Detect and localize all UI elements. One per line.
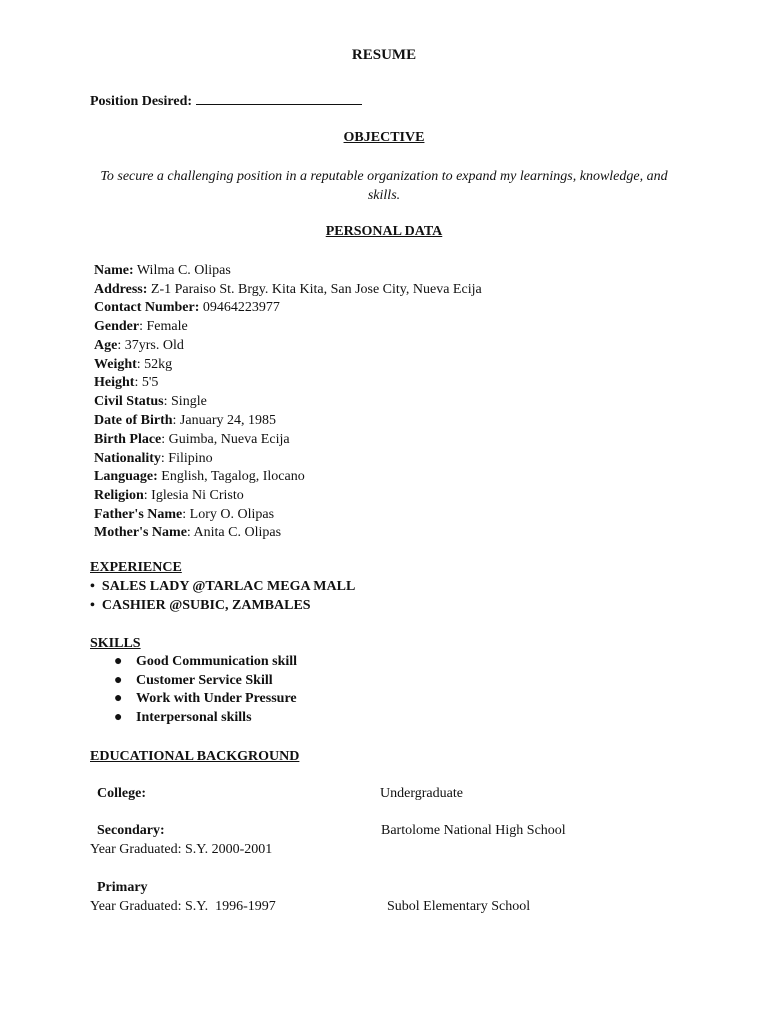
skill-item <box>114 673 273 689</box>
personal-data-row <box>94 486 244 505</box>
skills-heading: SKILLS <box>90 636 141 651</box>
pd-value: : January 24, 1985 <box>172 413 276 428</box>
personal-data-row <box>94 505 274 524</box>
skill-item <box>114 710 252 726</box>
skill-item <box>114 691 297 707</box>
personal-data-row <box>94 430 290 449</box>
pd-value: : 5'5 <box>134 375 159 390</box>
personal-data-row <box>94 373 158 392</box>
bullet-icon: ● <box>114 710 123 725</box>
pd-label: Contact Number: <box>94 300 200 315</box>
bullet-icon: • <box>90 598 95 613</box>
pd-value: : Female <box>139 319 188 334</box>
primary-school: Subol Elementary School <box>387 899 531 914</box>
pd-label: Language: <box>94 469 158 484</box>
pd-label: Father's Name <box>94 507 183 522</box>
pd-label: Birth Place <box>94 432 162 447</box>
personal-data-row <box>94 392 207 411</box>
pd-value: : Iglesia Ni Cristo <box>143 488 244 503</box>
bullet-icon: ● <box>114 673 123 688</box>
pd-value: English, Tagalog, Ilocano <box>157 469 305 484</box>
personal-data-row <box>94 336 184 355</box>
skill-item-text: Customer Service Skill <box>136 673 273 688</box>
position-desired-blank <box>196 92 362 105</box>
experience-item <box>90 579 355 595</box>
personal-data-row <box>94 449 213 468</box>
college-school: Undergraduate <box>380 786 463 801</box>
experience-item <box>90 598 311 614</box>
pd-label: Name: <box>94 263 134 278</box>
resume-title: RESUME <box>351 47 417 63</box>
personal-data-row <box>94 298 280 317</box>
pd-label: Weight <box>94 357 137 372</box>
pd-label: Date of Birth <box>94 413 173 428</box>
primary-label: Primary <box>97 880 148 895</box>
education-heading: EDUCATIONAL BACKGROUND <box>90 749 300 764</box>
skill-item <box>114 654 297 670</box>
position-desired <box>90 92 362 110</box>
experience-heading: EXPERIENCE <box>90 560 182 575</box>
pd-value: Z-1 Paraiso St. Brgy. Kita Kita, San Jose City, Nueva Ecija <box>147 282 482 297</box>
pd-label: Gender <box>94 319 140 334</box>
pd-value: : 52kg <box>136 357 173 372</box>
personal-data-row <box>94 261 231 280</box>
personal-data-row <box>94 411 276 430</box>
objective-heading: OBJECTIVE <box>343 130 425 145</box>
objective-line-1: To secure a challenging position in a reputable organization to expand my learnings, knowledge, and <box>100 169 668 184</box>
pd-label: Mother's Name <box>94 525 187 540</box>
personal-data-row <box>94 317 188 336</box>
pd-value: 09464223977 <box>199 300 280 315</box>
secondary-year: Year Graduated: S.Y. 2000-2001 <box>90 842 273 857</box>
objective-line-2: skills. <box>367 188 401 203</box>
pd-label: Religion <box>94 488 144 503</box>
primary-year: Year Graduated: S.Y. 1996-1997 <box>90 899 276 914</box>
secondary-label: Secondary: <box>97 823 165 838</box>
personal-data-row <box>94 355 172 374</box>
secondary-school: Bartolome National High School <box>381 823 566 838</box>
pd-value: : Lory O. Olipas <box>182 507 275 522</box>
experience-item-text: CASHIER @SUBIC, ZAMBALES <box>101 598 311 613</box>
pd-label: Address: <box>94 282 148 297</box>
bullet-icon: ● <box>114 654 123 669</box>
personal-data-heading: PERSONAL DATA <box>325 224 443 239</box>
skill-item-text: Interpersonal skills <box>136 710 252 725</box>
college-label: College: <box>97 786 146 801</box>
skill-item-text: Good Communication skill <box>136 654 298 669</box>
pd-value: : Anita C. Olipas <box>186 525 282 540</box>
pd-value: : Single <box>163 394 207 409</box>
position-desired-label: Position Desired: <box>90 94 193 109</box>
personal-data-row <box>94 280 482 299</box>
pd-label: Age <box>94 338 118 353</box>
experience-item-text: SALES LADY @TARLAC MEGA MALL <box>101 579 356 594</box>
personal-data-row <box>94 523 281 542</box>
pd-value: : Guimba, Nueva Ecija <box>161 432 290 447</box>
skill-item-text: Work with Under Pressure <box>136 691 297 706</box>
bullet-icon: • <box>90 579 95 594</box>
pd-label: Civil Status <box>94 394 164 409</box>
pd-value: : Filipino <box>160 451 213 466</box>
personal-data-row <box>94 467 305 486</box>
pd-label: Height <box>94 375 135 390</box>
bullet-icon: ● <box>114 691 123 706</box>
pd-value: : 37yrs. Old <box>117 338 184 353</box>
pd-value: Wilma C. Olipas <box>133 263 231 278</box>
objective-text <box>100 167 668 205</box>
pd-label: Nationality <box>94 451 161 466</box>
